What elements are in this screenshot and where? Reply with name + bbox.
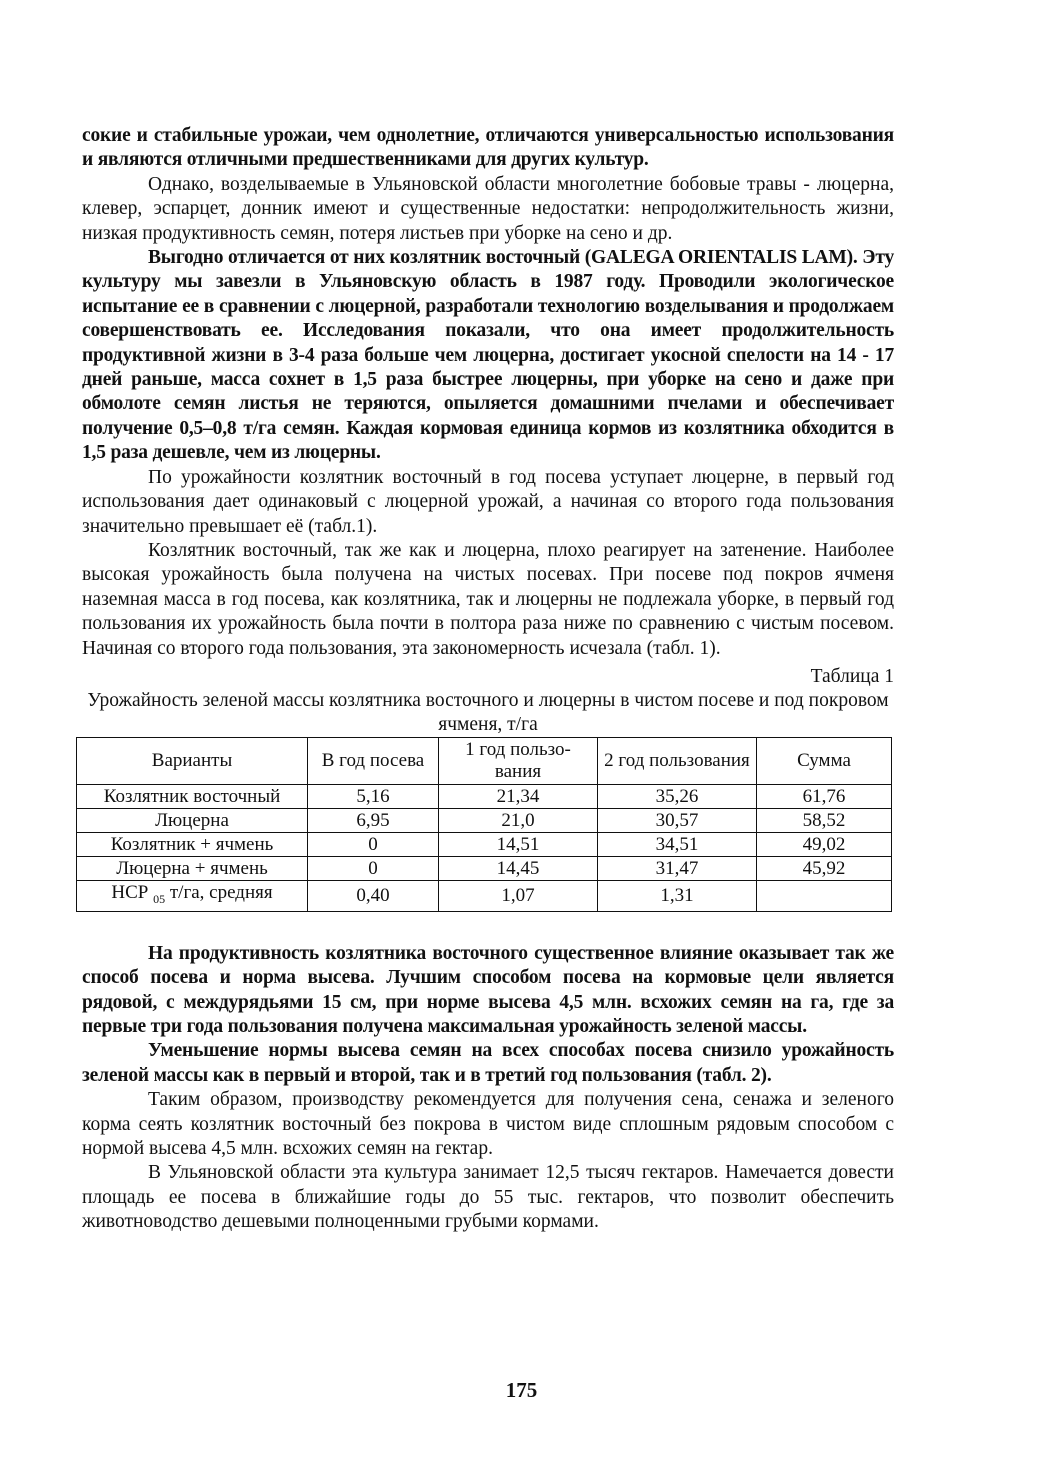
lsd-label-rest: т/га, средняя	[165, 881, 273, 903]
header-year-1: 1 год пользо-вания	[439, 737, 598, 784]
table-title: Урожайность зеленой массы козлятника восточного и люцерны в чистом посеве и под покровом ячменя, т/га	[87, 689, 889, 735]
header-year-2: 2 год пользования	[598, 737, 757, 784]
header-sum: Сумма	[757, 737, 892, 784]
paragraph-8: Таким образом, производству рекомендуется для получения сена, сенажа и зеленого корма сеять козлятник восточный без покрова в чистом виде сплошным рядовым способом с нормой высева 4,5 млн. всхожих семян на гектар.	[82, 1089, 894, 1159]
paragraph-5: Козлятник восточный, так же как и люцерна, плохо реагирует на затенение. Наиболее высокая урожайность была получена на чистых посевах. При посеве под покров ячменя наземная масса в год посева, как козлятника, так и люцерны не подлежала уборке, в первый год пользования их урожайность была почти в полтора раза ниже по сравнению с чистым посевом. Начиная со второго года пользования, эта закономерность исчезала (табл. 1).	[82, 539, 894, 659]
table-label: Таблица 1	[810, 665, 894, 687]
cell-value: 14,45	[439, 856, 598, 880]
cell-value: 6,95	[308, 808, 439, 832]
cell-value	[757, 880, 892, 911]
paragraph-2: Однако, возделываемые в Ульяновской области многолетние бобовые травы - люцерна, клевер, эспарцет, донник имеют и существенные недостатки: непродолжительность жизни, низкая продуктивность семян, потеря листьев при уборке на сено и др.	[82, 173, 894, 244]
lsd-label-subscript: 05	[153, 891, 166, 906]
paragraph-1: сокие и стабильные урожаи, чем однолетние, отличаются универсальностью использования и являются отличными предшественниками для других культур.	[82, 125, 894, 171]
cell-value: 35,26	[598, 784, 757, 808]
cell-value: 0,40	[308, 880, 439, 911]
paragraph-9: В Ульяновской области эта культура занимает 12,5 тысяч гектаров. Намечается довести площадь ее посева в ближайшие годы до 55 тыс. гектаров, что позволит обеспечить животноводство дешевыми полноценными грубыми кормами.	[82, 1162, 894, 1233]
cell-value: 31,47	[598, 856, 757, 880]
cell-lsd-label	[77, 880, 308, 911]
cell-value: 1,31	[598, 880, 757, 911]
cell-value: 45,92	[757, 856, 892, 880]
lsd-label-main: НСР	[111, 881, 154, 903]
cell-value: 61,76	[757, 784, 892, 808]
cell-value: 14,51	[439, 832, 598, 856]
table-header-row	[77, 737, 892, 784]
table-row	[77, 808, 892, 832]
table-row	[77, 832, 892, 856]
cell-variant: Люцерна	[77, 808, 308, 832]
cell-value: 0	[308, 856, 439, 880]
table-row	[77, 784, 892, 808]
table-row	[77, 856, 892, 880]
header-variants: Варианты	[77, 737, 308, 784]
cell-value: 21,0	[439, 808, 598, 832]
cell-value: 34,51	[598, 832, 757, 856]
page-content	[82, 124, 894, 1235]
paragraph-3: Выгодно отличается от них козлятник восточный (GALEGA ORIENTALIS LAM). Эту культуру мы завезли в Ульяновскую область в 1987 году. Проводили экологическое испытание ее в сравнении с люцерной, разработали технологию возделывания и продолжаем совершенствовать ее. Исследования показали, что она имеет продолжительность продуктивной жизни в 3-4 раза больше чем люцерна, достигает укосной спелости на 14 - 17 дней раньше, масса сохнет в 1,5 раза быстрее люцерны, при уборке на сено и даже при обмолоте семян листья не теряются, опыляется домашними пчелами и обеспечивает получение 0,5–0,8 т/га семян. Каждая кормовая единица кормов из козлятника обходится в 1,5 раза дешевле, чем из люцерны.	[82, 247, 894, 464]
page-number: 175	[505, 1378, 538, 1402]
yield-table	[76, 737, 892, 912]
paragraph-6: На продуктивность козлятника восточного существенное влияние оказывает так же способ посева и норма высева. Лучшим способом посева на кормовые цели является рядовой, с междурядьями 15 см, при норме высева 4,5 млн. всхожих семян на га, где за первые три года пользования получена максимальная урожайность зеленой массы.	[82, 942, 894, 1037]
cell-variant: Люцерна + ячмень	[77, 856, 308, 880]
paragraph-7: Уменьшение нормы высева семян на всех способах посева снизило урожайность зеленой массы как в первый и второй, так и в третий год пользования (табл. 2).	[82, 1040, 894, 1086]
cell-value: 58,52	[757, 808, 892, 832]
paragraph-4: По урожайности козлятник восточный в год посева уступает люцерне, в первый год использования дает одинаковый с люцерной урожай, а начиная со второго года пользования значительно превышает её (табл.1).	[82, 466, 894, 537]
cell-variant: Козлятник восточный	[77, 784, 308, 808]
cell-value: 0	[308, 832, 439, 856]
cell-value: 5,16	[308, 784, 439, 808]
cell-value: 49,02	[757, 832, 892, 856]
cell-value: 21,34	[439, 784, 598, 808]
cell-value: 1,07	[439, 880, 598, 911]
cell-variant: Козлятник + ячмень	[77, 832, 308, 856]
table-row-lsd	[77, 880, 892, 911]
header-sowing-year: В год посева	[308, 737, 439, 784]
cell-value: 30,57	[598, 808, 757, 832]
